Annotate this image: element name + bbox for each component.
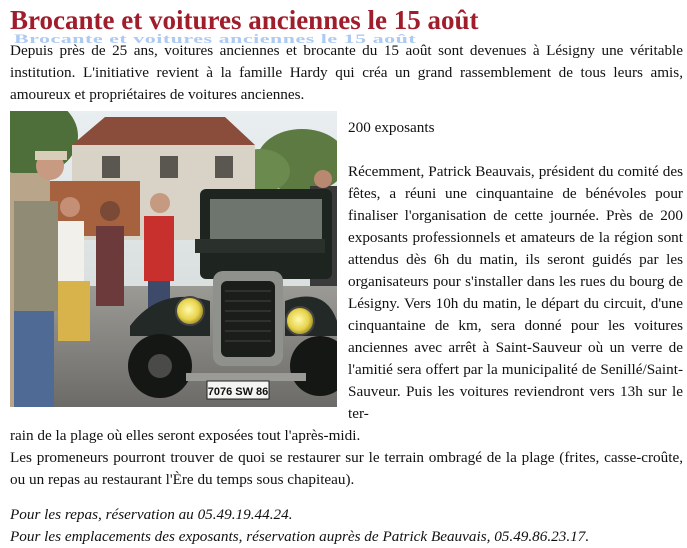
body-continuation [10, 425, 683, 491]
paragraph-gap [348, 139, 683, 161]
section-subtitle: 200 exposants [348, 119, 435, 136]
title-reflection: Brocante et voitures anciennes le 15 août [14, 32, 417, 46]
title-block [10, 4, 680, 46]
license-plate-text: 7076 SW 86 [207, 386, 269, 398]
body-continued-line: rain de la plage où elles seront exposées tout l'après-midi. [10, 427, 361, 444]
intro-paragraph: Depuis près de 25 ans, voitures anciennes et brocante du 15 août sont devenues à Lésigny une véritable institution. L'initiative revient à la famille Hardy qui créa un grand rassemblement de tous leurs amis, amoureux et propriétaires de voitures anciennes. [10, 42, 683, 103]
body-last-paragraph: Les promeneurs pourront trouver de quoi se restaurer sur le terrain ombragé de la plage (frites, casse-croûte, ou un repas au restaurant l'Ère du temps sous chapiteau). [10, 449, 683, 488]
right-column [348, 117, 683, 425]
exhibitors-reservation-note: Pour les emplacements des exposants, réservation auprès de Patrick Beauvais, 05.49.86.23.17. [10, 528, 590, 545]
meals-reservation-note: Pour les repas, réservation au 05.49.19.44.24. [10, 506, 293, 523]
vintage-car-photo [10, 111, 337, 407]
article-title: Brocante et voitures anciennes le 15 août [10, 5, 479, 35]
body-column-paragraph: Récemment, Patrick Beauvais, président du comité des fêtes, a réuni une cinquantaine de bénévoles pour finaliser l'organisation de cette journée. Près de 200 exposants professionnels et amateurs de la région sont attendus dès 6h du matin, ils seront guidés par les organisateurs pour s'installer dans les rues du bourg de Lésigny. Vers 10h du matin, le départ du circuit, d'une cinquantaine de km, sera donné pour les voitures anciennes avec arrêt à Saint-Sauveur où un verre de l'amitié sera offert par la municipalité de Senillé/Saint-Sauveur. Puis les voitures reviendront vers 13h sur le ter- [348, 163, 683, 422]
